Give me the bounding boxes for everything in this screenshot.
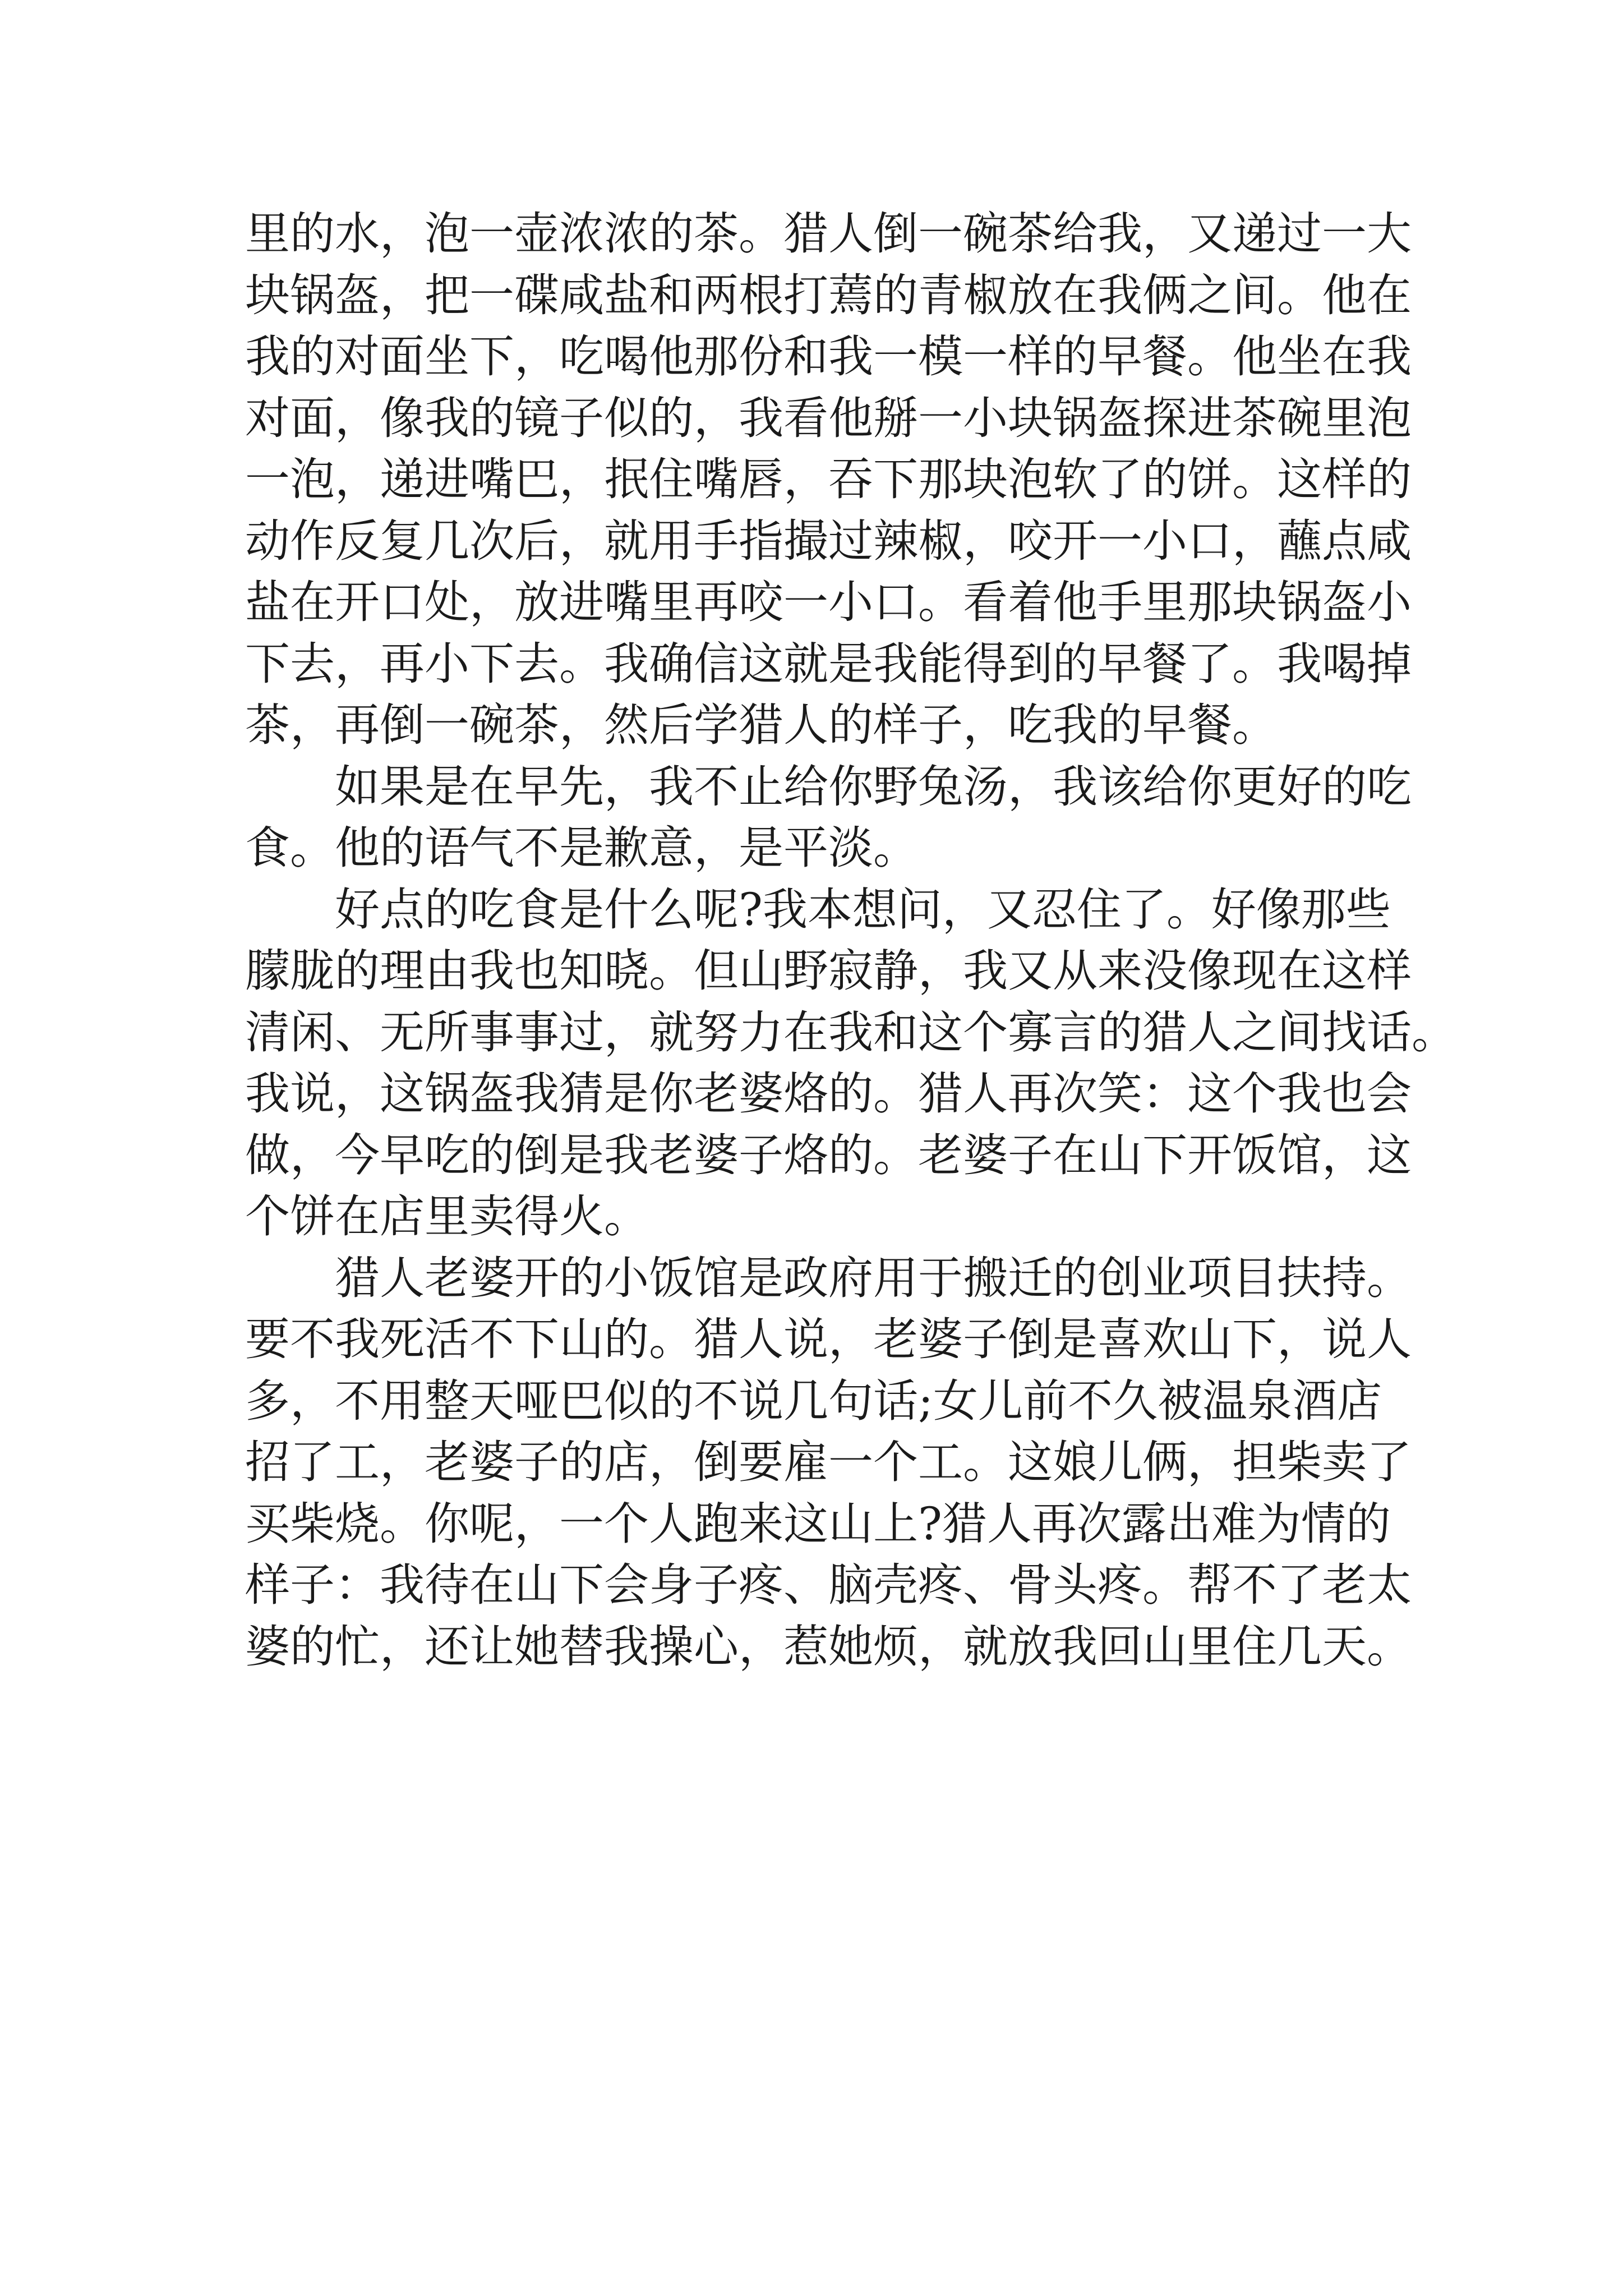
- text-line: 我说，这锅盔我猜是你老婆烙的。猎人再次笑：这个我也会: [245, 1068, 1412, 1120]
- text-line: 做，今早吃的倒是我老婆子烙的。老婆子在山下开饭馆，这: [245, 1129, 1412, 1181]
- text-line: 样子：我待在山下会身子疼、脑壳疼、骨头疼。帮不了老太: [245, 1559, 1412, 1611]
- text-line: 清闲、无所事事过，就努力在我和这个寡言的猎人之间找话。: [245, 1006, 1456, 1059]
- text-line: 如果是在早先，我不止给你野兔汤，我该给你更好的吃: [335, 760, 1412, 813]
- text-line: 多，不用整天哑巴似的不说几句话;女儿前不久被温泉酒店: [245, 1374, 1382, 1427]
- paragraph-4: [245, 1248, 1412, 1678]
- paragraph-3: [245, 879, 1456, 1248]
- text-line: 动作反复几次后，就用手指撮过辣椒，咬开一小口，蘸点咸: [245, 514, 1412, 567]
- text-line: 好点的吃食是什么呢?我本想问，又忍住了。好像那些: [335, 883, 1391, 936]
- text-line: 要不我死活不下山的。猎人说，老婆子倒是喜欢山下，说人: [245, 1313, 1412, 1365]
- text-line: 朦胧的理由我也知晓。但山野寂静，我又从来没像现在这样: [245, 945, 1412, 997]
- text-line: 块锅盔，把一碟咸盐和两根打蔫的青椒放在我俩之间。他在: [245, 269, 1412, 321]
- text-line: 盐在开口处，放进嘴里再咬一小口。看着他手里那块锅盔小: [245, 576, 1412, 628]
- text-line: 招了工，老婆子的店，倒要雇一个工。这娘儿俩，担柴卖了: [245, 1436, 1412, 1488]
- text-line: 里的水，泡一壶浓浓的茶。猎人倒一碗茶给我，又递过一大: [245, 208, 1412, 260]
- text-line: 个饼在店里卖得火。: [245, 1190, 649, 1243]
- text-line: 一泡，递进嘴巴，抿住嘴唇，吞下那块泡软了的饼。这样的: [245, 453, 1412, 505]
- text-line: 茶，再倒一碗茶，然后学猎人的样子，吃我的早餐。: [245, 699, 1277, 751]
- paragraph-1: [245, 203, 1412, 756]
- text-line: 猎人老婆开的小饭馆是政府用于搬迁的创业项目扶持。: [335, 1251, 1412, 1304]
- text-line: 食。他的语气不是歉意，是平淡。: [245, 822, 918, 874]
- text-line: 下去，再小下去。我确信这就是我能得到的早餐了。我喝掉: [245, 637, 1412, 690]
- text-line: 婆的忙，还让她替我操心，惹她烦，就放我回山里住几天。: [245, 1620, 1412, 1673]
- paragraph-2: [245, 756, 1412, 879]
- text-line: 我的对面坐下，吃喝他那份和我一模一样的早餐。他坐在我: [245, 330, 1412, 383]
- text-line: 对面，像我的镜子似的，我看他掰一小块锅盔探进茶碗里泡: [245, 392, 1412, 444]
- body-text: [245, 203, 1456, 1677]
- text-line: 买柴烧。你呢，一个人跑来这山上?猎人再次露出难为情的: [245, 1497, 1391, 1550]
